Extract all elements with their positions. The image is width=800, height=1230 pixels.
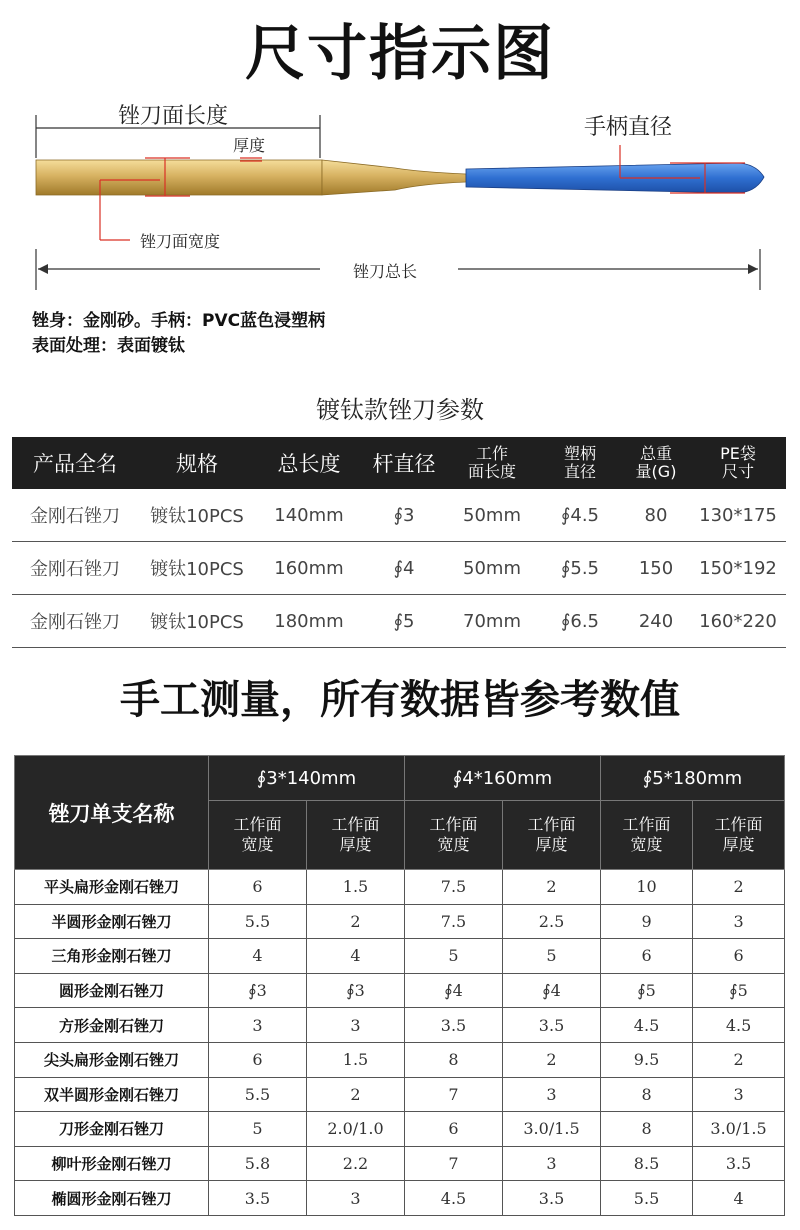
- arrow-right-icon: [748, 264, 758, 274]
- table-row: [15, 1042, 785, 1077]
- table-cell: 3: [503, 1146, 601, 1181]
- header-line: 总重: [639, 444, 672, 463]
- header-work-face-width: [405, 801, 503, 870]
- arrow-left-icon: [38, 264, 48, 274]
- single-file-dimensions-table: [14, 755, 785, 1216]
- header-spec-3x140: ∮3*140mm: [209, 756, 405, 801]
- table-cell: 5: [405, 939, 503, 974]
- table-cell: 80: [622, 489, 690, 542]
- header-line: 厚度: [722, 835, 755, 854]
- table-cell: ∮4: [503, 973, 601, 1008]
- table-cell: 1.5: [307, 1042, 405, 1077]
- table-cell: ∮3: [362, 489, 446, 542]
- table-cell: 3.5: [503, 1181, 601, 1216]
- table2-body: [15, 870, 785, 1216]
- file-face: [36, 160, 322, 195]
- face-width-label: 锉刀面宽度: [140, 232, 221, 251]
- table-cell: 2: [693, 870, 785, 905]
- table-cell: 3.5: [693, 1146, 785, 1181]
- table-cell: 3: [693, 1077, 785, 1112]
- header-line: 塑柄: [563, 444, 596, 463]
- measurement-disclaimer: 手工测量，所有数据皆参考数值: [120, 677, 680, 723]
- file-name-cell: 椭圆形金刚石锉刀: [15, 1181, 209, 1216]
- face-length-label: 锉刀面长度: [118, 104, 229, 129]
- table-row: [15, 870, 785, 905]
- header-work-face-width: [209, 801, 307, 870]
- page-title: 尺寸指示图: [245, 19, 555, 89]
- header-line: 工作面: [527, 815, 576, 834]
- table-cell: 5.5: [601, 1181, 693, 1216]
- table-cell: 240: [622, 595, 690, 648]
- total-length-label: 锉刀总长: [353, 262, 418, 281]
- table-cell: ∮5: [601, 973, 693, 1008]
- table-cell: 镀钛10PCS: [138, 542, 256, 595]
- file-name-cell: 刀形金刚石锉刀: [15, 1112, 209, 1147]
- header-line: 厚度: [339, 835, 372, 854]
- table-cell: 2.2: [307, 1146, 405, 1181]
- table-cell: 150: [622, 542, 690, 595]
- header-line: 面长度: [467, 462, 516, 481]
- header-product-name: 产品全名: [12, 437, 138, 489]
- table-cell: 3.5: [405, 1008, 503, 1043]
- header-line: 工作面: [714, 815, 763, 834]
- header-pe-bag-size: [690, 437, 786, 489]
- table-cell: ∮6.5: [538, 595, 622, 648]
- table-cell: 3.5: [503, 1008, 601, 1043]
- file-name-cell: 平头扁形金刚石锉刀: [15, 870, 209, 905]
- header-work-face-thickness: [307, 801, 405, 870]
- table-row: [15, 1112, 785, 1147]
- header-work-face-length: [446, 437, 538, 489]
- table-cell: ∮4: [405, 973, 503, 1008]
- header-work-face-width: [601, 801, 693, 870]
- header-handle-diameter: [538, 437, 622, 489]
- header-line: 直径: [563, 462, 596, 481]
- table-cell: 2: [307, 904, 405, 939]
- table-cell: 6: [601, 939, 693, 974]
- table-cell: 3: [307, 1181, 405, 1216]
- table-cell: 2: [503, 870, 601, 905]
- table1-title: 镀钛款锉刀参数: [316, 396, 484, 424]
- header-work-face-thickness: [693, 801, 785, 870]
- table-cell: ∮3: [209, 973, 307, 1008]
- header-line: 工作: [475, 444, 508, 463]
- table-cell: 1.5: [307, 870, 405, 905]
- table-cell: 7.5: [405, 870, 503, 905]
- header-line: 工作面: [622, 815, 671, 834]
- table-cell: 3: [307, 1008, 405, 1043]
- header-line: 尺寸: [721, 462, 754, 481]
- table-cell: 7: [405, 1077, 503, 1112]
- table-cell: 2: [307, 1077, 405, 1112]
- table-cell: 10: [601, 870, 693, 905]
- table-cell: 160*220: [690, 595, 786, 648]
- table-cell: 6: [693, 939, 785, 974]
- file-name-cell: 双半圆形金刚石锉刀: [15, 1077, 209, 1112]
- table2-spec-row: [15, 756, 785, 801]
- table-cell: 4: [307, 939, 405, 974]
- header-rod-diameter: 杆直径: [362, 437, 446, 489]
- table-cell: 4: [693, 1181, 785, 1216]
- header-line: 工作面: [331, 815, 380, 834]
- surface-description: 表面处理：表面镀钛: [32, 336, 185, 356]
- table-cell: 3: [503, 1077, 601, 1112]
- table-cell: 5.5: [209, 904, 307, 939]
- table-cell: 140mm: [256, 489, 362, 542]
- table-row: [12, 489, 786, 542]
- table-row: [15, 973, 785, 1008]
- table-row: [15, 939, 785, 974]
- table-row: [15, 904, 785, 939]
- table-cell: 金刚石锉刀: [12, 489, 138, 542]
- table-cell: 镀钛10PCS: [138, 595, 256, 648]
- table1-header-row: [12, 437, 786, 489]
- file-handle: [466, 163, 764, 193]
- table-cell: 50mm: [446, 489, 538, 542]
- table-cell: 3.0/1.5: [503, 1112, 601, 1147]
- table-cell: 4.5: [693, 1008, 785, 1043]
- table-cell: 8: [601, 1112, 693, 1147]
- table-cell: 4: [209, 939, 307, 974]
- table-cell: ∮4: [362, 542, 446, 595]
- table-cell: ∮5: [693, 973, 785, 1008]
- table-cell: 130*175: [690, 489, 786, 542]
- file-name-cell: 方形金刚石锉刀: [15, 1008, 209, 1043]
- table-cell: 4.5: [405, 1181, 503, 1216]
- table-cell: ∮5: [362, 595, 446, 648]
- table-row: [15, 1077, 785, 1112]
- table-cell: 180mm: [256, 595, 362, 648]
- header-line: 宽度: [437, 835, 470, 854]
- table-cell: 2: [693, 1042, 785, 1077]
- header-line: 宽度: [630, 835, 663, 854]
- header-line: PE袋: [720, 444, 756, 463]
- table-cell: 7: [405, 1146, 503, 1181]
- table-cell: 3: [209, 1008, 307, 1043]
- table-cell: 8.5: [601, 1146, 693, 1181]
- file-name-cell: 柳叶形金刚石锉刀: [15, 1146, 209, 1181]
- table-cell: 150*192: [690, 542, 786, 595]
- header-total-length: 总长度: [256, 437, 362, 489]
- header-spec-5x180: ∮5*180mm: [601, 756, 785, 801]
- table-cell: 5: [209, 1112, 307, 1147]
- header-line: 厚度: [535, 835, 568, 854]
- table-cell: 金刚石锉刀: [12, 595, 138, 648]
- table-cell: 70mm: [446, 595, 538, 648]
- file-name-cell: 圆形金刚石锉刀: [15, 973, 209, 1008]
- table-cell: 9: [601, 904, 693, 939]
- handle-diameter-label: 手柄直径: [584, 115, 673, 140]
- file-name-cell: 半圆形金刚石锉刀: [15, 904, 209, 939]
- table-cell: 6: [209, 870, 307, 905]
- table-cell: 9.5: [601, 1042, 693, 1077]
- table-cell: 金刚石锉刀: [12, 542, 138, 595]
- header-file-name: 锉刀单支名称: [15, 756, 209, 870]
- table-cell: 7.5: [405, 904, 503, 939]
- table-cell: 镀钛10PCS: [138, 489, 256, 542]
- header-spec-4x160: ∮4*160mm: [405, 756, 601, 801]
- header-total-weight: [622, 437, 690, 489]
- table-row: [12, 595, 786, 648]
- table-row: [15, 1146, 785, 1181]
- table-cell: 3.0/1.5: [693, 1112, 785, 1147]
- table-cell: 2: [503, 1042, 601, 1077]
- file-shank: [322, 160, 466, 195]
- table-cell: 50mm: [446, 542, 538, 595]
- table-row: [12, 542, 786, 595]
- table-cell: 3: [693, 904, 785, 939]
- titanium-file-params-table: [12, 437, 786, 648]
- header-line: 量(G): [635, 462, 677, 481]
- table-cell: 6: [405, 1112, 503, 1147]
- header-work-face-thickness: [503, 801, 601, 870]
- file-name-cell: 尖头扁形金刚石锉刀: [15, 1042, 209, 1077]
- table-cell: ∮4.5: [538, 489, 622, 542]
- table-cell: 160mm: [256, 542, 362, 595]
- table-cell: 6: [209, 1042, 307, 1077]
- table-cell: 5: [503, 939, 601, 974]
- table-cell: 3.5: [209, 1181, 307, 1216]
- table-cell: ∮5.5: [538, 542, 622, 595]
- table-cell: ∮3: [307, 973, 405, 1008]
- thickness-label: 厚度: [233, 136, 266, 155]
- header-spec: 规格: [138, 437, 256, 489]
- table-cell: 2.0/1.0: [307, 1112, 405, 1147]
- table-row: [15, 1008, 785, 1043]
- table-cell: 4.5: [601, 1008, 693, 1043]
- file-name-cell: 三角形金刚石锉刀: [15, 939, 209, 974]
- table-cell: 5.5: [209, 1077, 307, 1112]
- table-cell: 8: [601, 1077, 693, 1112]
- table-row: [15, 1181, 785, 1216]
- header-line: 工作面: [429, 815, 478, 834]
- header-line: 工作面: [233, 815, 282, 834]
- table-cell: 5.8: [209, 1146, 307, 1181]
- table-cell: 2.5: [503, 904, 601, 939]
- table-cell: 8: [405, 1042, 503, 1077]
- material-description: 锉身：金刚砂。手柄：PVC蓝色浸塑柄: [32, 311, 326, 331]
- header-line: 宽度: [241, 835, 274, 854]
